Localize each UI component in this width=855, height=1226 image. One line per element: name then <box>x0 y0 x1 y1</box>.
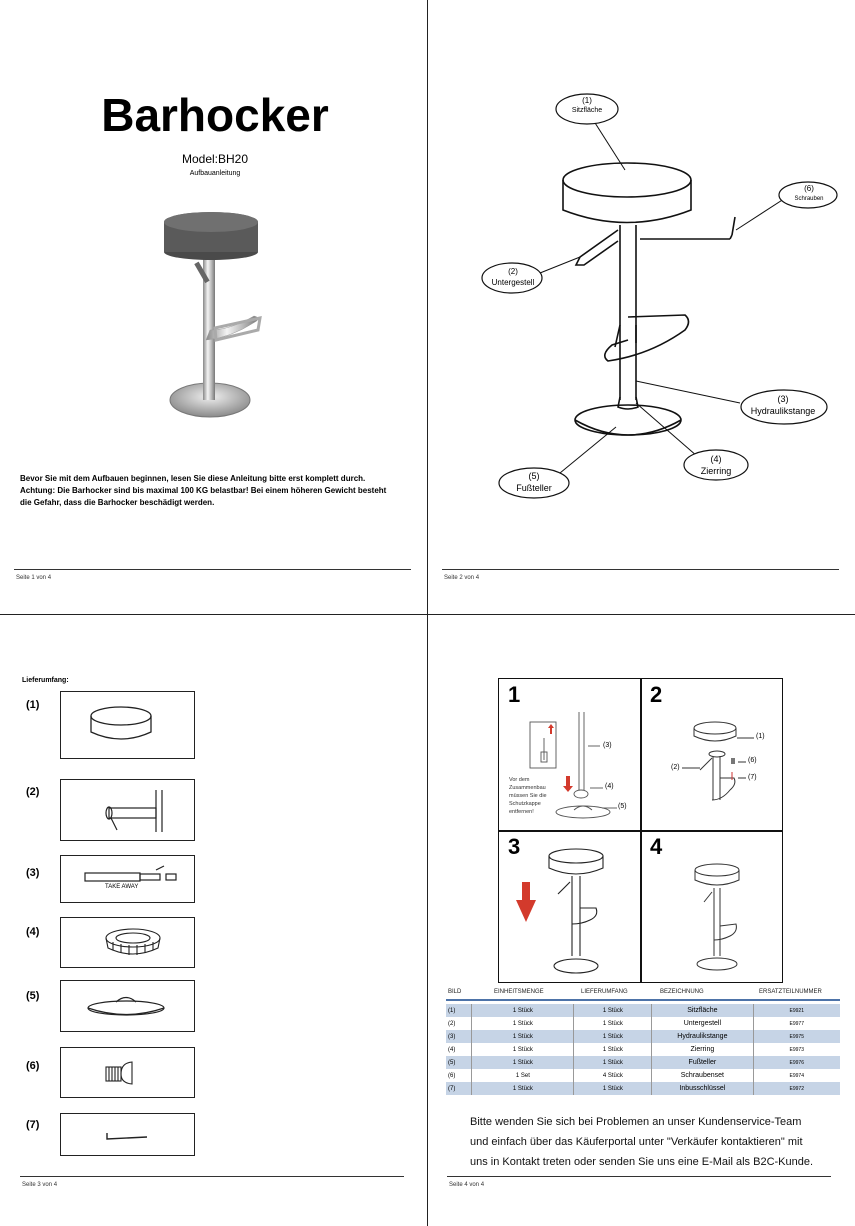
table-cell: 1 Stück <box>472 1017 574 1030</box>
step-4-illustration <box>642 838 780 978</box>
step2-label-1: (1) <box>756 733 765 740</box>
table-cell: 1 Stück <box>574 1056 652 1069</box>
step1-label-4: (4) <box>605 783 614 790</box>
item-number: (7) <box>26 1119 40 1131</box>
vertical-divider <box>427 0 428 1226</box>
table-cell: E9976 <box>753 1056 840 1069</box>
step1-note: Vor dem Zusammenbau müssen Sie die Schutzkappe entfernen! <box>509 777 547 815</box>
table-cell: E9975 <box>753 1030 840 1043</box>
table-cell: (4) <box>448 1046 456 1053</box>
label-untergestell: (2) Untergestell <box>491 267 535 287</box>
table-cell: E9921 <box>753 1004 840 1017</box>
table-cell: 1 Stück <box>574 1030 652 1043</box>
item-number: (1) <box>26 699 40 711</box>
page-footer: Seite 1 von 4 <box>16 575 52 581</box>
part-box-ring <box>60 917 195 968</box>
table-cell: E9974 <box>753 1069 840 1082</box>
table-cell: Fußteller <box>652 1056 753 1069</box>
table-header-einheitsmenge: EINHEITSMENGE <box>494 989 544 995</box>
footer-line <box>14 569 411 570</box>
table-header-rule <box>446 999 840 1001</box>
table-cell: E9977 <box>753 1017 840 1030</box>
subtitle: Aufbauanleitung <box>189 170 241 177</box>
table-row <box>446 1069 840 1082</box>
step2-label-7: (7) <box>748 774 757 781</box>
table-row <box>446 1056 840 1069</box>
item-number: (5) <box>26 990 40 1002</box>
item-number: (6) <box>26 1060 40 1072</box>
table-cell: (2) <box>448 1020 456 1027</box>
item-number: (4) <box>26 926 40 938</box>
part-box-seat <box>60 691 195 759</box>
table-cell: 1 Stück <box>472 1082 574 1095</box>
barstool-photo <box>160 210 265 430</box>
page-title: Barhocker <box>101 89 329 141</box>
step2-label-2: (2) <box>671 764 680 771</box>
parts-table <box>446 1004 840 1095</box>
table-cell: (7) <box>446 1082 472 1095</box>
page-footer: Seite 2 von 4 <box>444 575 480 581</box>
screw-icon <box>61 1048 194 1097</box>
table-cell: E9972 <box>753 1082 840 1095</box>
table-cell: (5) <box>446 1056 472 1069</box>
table-row <box>446 1082 840 1095</box>
label-hydraulikstange: (3) Hydraulikstange <box>750 394 816 416</box>
label-zierring: (4) Zierring <box>700 454 732 476</box>
horizontal-divider <box>0 614 855 615</box>
step-number: 1 <box>508 682 521 707</box>
step-2-illustration <box>642 700 780 828</box>
contact-text: Bitte wenden Sie sich bei Problemen an unser Kundenservice-Team und einfach über das Käuferportal unter "Verkäufer kontaktieren" mit uns in Kontakt treten oder senden Sie uns eine E-Mail als B2C-Kunde. <box>470 1116 814 1168</box>
table-row <box>446 1030 840 1043</box>
table-cell: 1 Stück <box>574 1043 652 1056</box>
table-cell: (3) <box>446 1030 472 1043</box>
part-box-hydraulic <box>60 855 195 903</box>
table-cell: (1) <box>446 1004 472 1017</box>
table-cell: Inbusschlüssel <box>652 1082 753 1095</box>
warning-text: Bevor Sie mit dem Aufbauen beginnen, lesen Sie diese Anleitung bitte erst komplett durch. Achtung: Die Barhocker sind bis maximal 100 KG belastbar! Bei einem höheren Gewicht besteht die Gefahr, dass die Barhocker beschädigt werden. <box>20 474 387 507</box>
table-cell: E9973 <box>753 1043 840 1056</box>
label-sitzflaeche: (1) Sitzfläche <box>571 96 603 114</box>
table-cell: Untergestell <box>652 1017 753 1030</box>
table-cell: 1 Stück <box>472 1030 574 1043</box>
table-header-bild: BILD <box>448 989 462 995</box>
footer-line <box>442 569 839 570</box>
part-box-base <box>60 980 195 1032</box>
step-number: 2 <box>650 682 663 707</box>
seat-cushion-icon <box>61 692 194 758</box>
table-cell: Sitzfläche <box>652 1004 753 1017</box>
footer-line <box>20 1176 404 1177</box>
item-number: (2) <box>26 786 40 798</box>
table-cell: (6) <box>448 1072 456 1079</box>
take-away-label: TAKE AWAY <box>105 884 139 890</box>
frame-icon <box>61 780 194 840</box>
step1-label-3: (3) <box>603 742 612 749</box>
page-footer: Seite 4 von 4 <box>449 1182 485 1188</box>
step-number: 4 <box>650 834 663 859</box>
item-number: (3) <box>26 867 40 879</box>
step1-label-5: (5) <box>618 803 627 810</box>
table-header-lieferumfang: LIEFERUMFANG <box>581 989 628 995</box>
table-cell: 1 Set <box>472 1069 574 1082</box>
table-cell: Zierring <box>652 1043 753 1056</box>
base-plate-icon <box>61 981 194 1031</box>
table-header-bezeichnung: BEZEICHNUNG <box>660 989 704 995</box>
hydraulic-rod-icon <box>61 856 194 902</box>
part-box-frame <box>60 779 195 841</box>
table-row <box>446 1017 840 1030</box>
table-cell: 1 Stück <box>574 1082 652 1095</box>
step-number: 3 <box>508 834 521 859</box>
footer-line <box>447 1176 831 1177</box>
table-cell: 1 Stück <box>472 1004 574 1017</box>
table-cell: 1 Stück <box>472 1056 574 1069</box>
table-cell: 1 Stück <box>574 1017 652 1030</box>
delivery-scope-heading: Lieferumfang: <box>22 677 69 684</box>
table-cell: 4 Stück <box>574 1069 652 1082</box>
table-row <box>446 1004 840 1017</box>
table-cell: Hydraulikstange <box>652 1030 753 1043</box>
allen-key-icon <box>61 1114 194 1155</box>
table-cell: 1 Stück <box>472 1043 574 1056</box>
table-row <box>446 1043 840 1056</box>
exploded-diagram <box>440 85 850 505</box>
table-header-ersatzteilnummer: ERSATZTEILNUMMER <box>759 989 822 995</box>
table-cell: Schraubenset <box>652 1069 753 1082</box>
label-fussteller: (5) Fußteller <box>516 471 552 493</box>
part-box-allen-key <box>60 1113 195 1156</box>
decorative-ring-icon <box>61 918 194 967</box>
part-box-screws <box>60 1047 195 1098</box>
label-schrauben: (6) Schrauben <box>794 184 824 202</box>
model-number: Model:BH20 <box>181 152 249 166</box>
step2-label-6: (6) <box>748 757 757 764</box>
page-footer: Seite 3 von 4 <box>22 1182 58 1188</box>
step-3-illustration <box>500 838 638 978</box>
table-cell: 1 Stück <box>574 1004 652 1017</box>
